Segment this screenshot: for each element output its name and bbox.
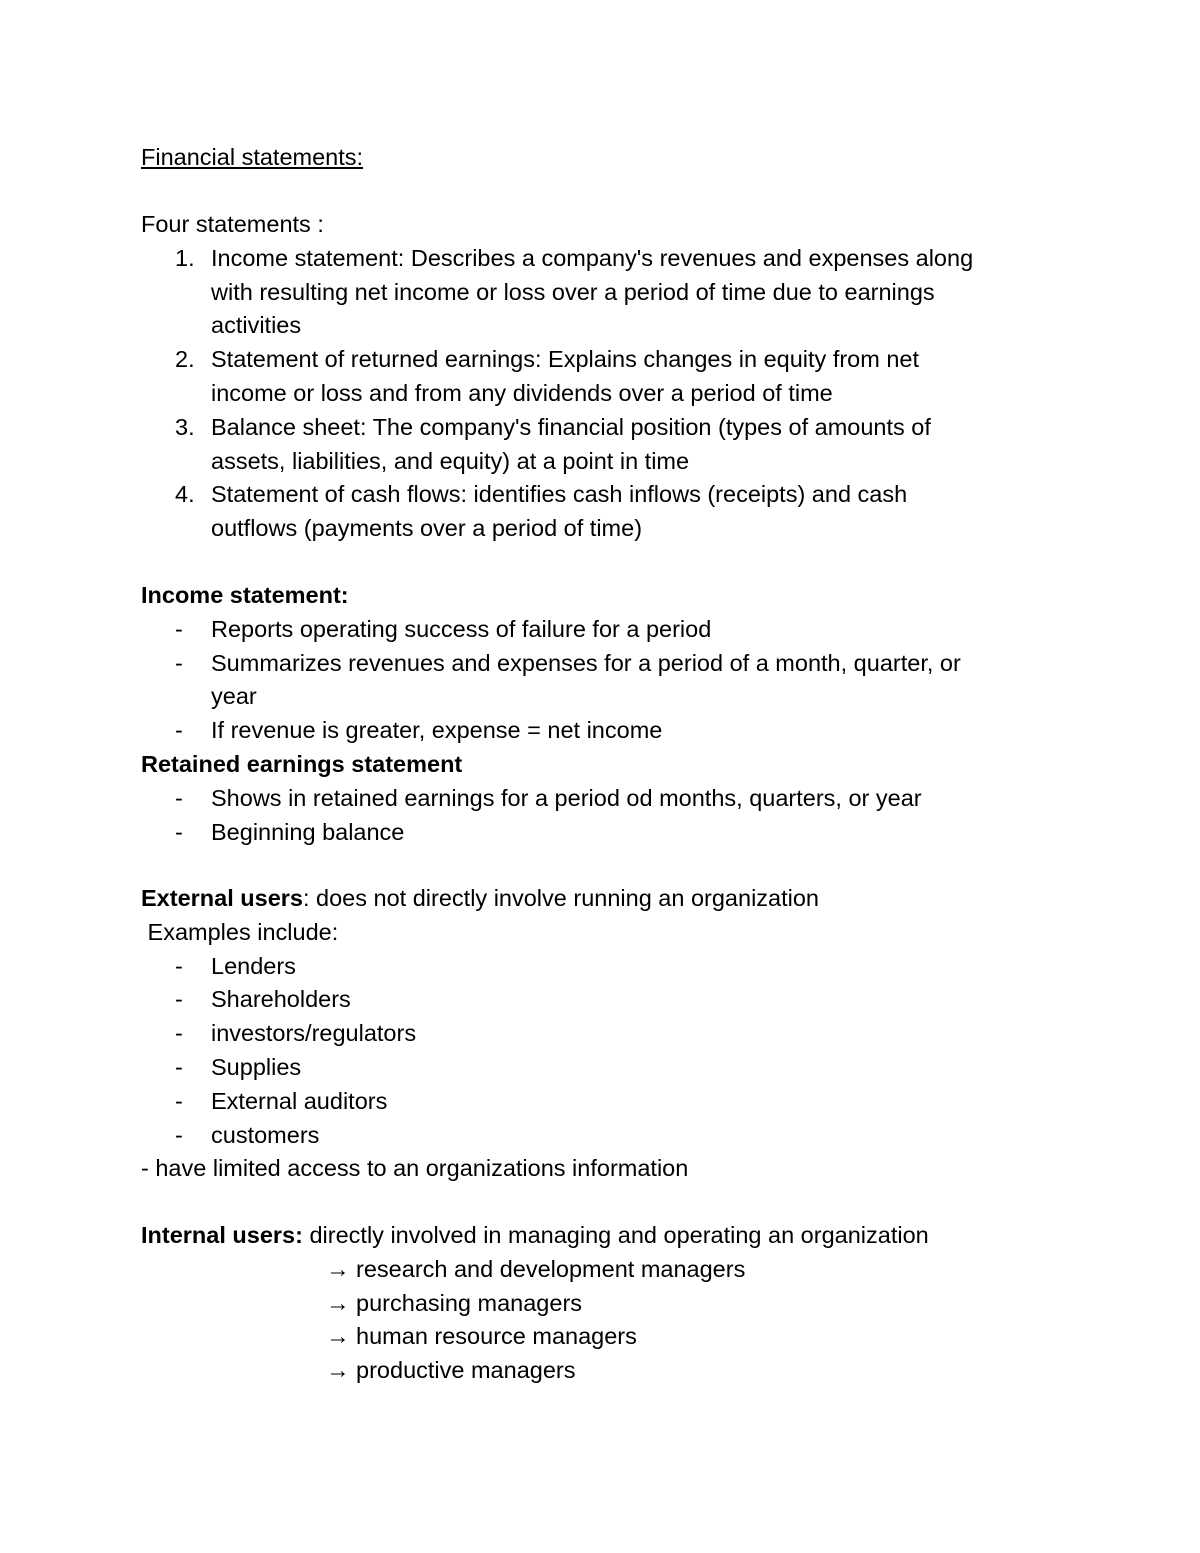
four-statements-section — [141, 208, 1061, 546]
external-users-line — [141, 882, 1061, 916]
bullet-dash: - — [175, 615, 183, 642]
bullet-dash: - — [175, 717, 183, 744]
internal-users-section — [141, 1219, 1061, 1388]
bullet-text: investors/regulators — [211, 1020, 417, 1047]
internal-user-item: → human resource managers — [326, 1323, 637, 1350]
bullet-dash: - — [175, 986, 183, 1013]
internal-user-item: → purchasing managers — [326, 1289, 583, 1316]
bullet-text: customers — [211, 1121, 320, 1148]
bullet-dash: - — [175, 1121, 183, 1148]
bullet-item — [141, 983, 1061, 1017]
numbered-item-3 — [141, 411, 1061, 479]
bullet-item — [141, 782, 1061, 816]
external-users-note: - have limited access to an organizations information — [141, 1155, 689, 1182]
external-users-section — [141, 882, 1061, 1186]
list-item-line: activities — [211, 312, 302, 339]
bullet-item — [141, 714, 1061, 748]
bullet-dash: - — [175, 649, 183, 676]
bullet-item — [141, 1085, 1061, 1119]
income-statement-section — [141, 579, 1061, 849]
bullet-text: If revenue is greater, expense = net income — [211, 717, 663, 744]
list-number: 4. — [175, 481, 195, 508]
list-item-line: Balance sheet: The company's financial position (types of amounts of — [211, 413, 931, 440]
list-item-line: assets, liabilities, and equity) at a point in time — [211, 447, 690, 474]
list-item-line: Statement of returned earnings: Explains changes in equity from net — [211, 346, 920, 373]
bullet-text: Lenders — [211, 952, 296, 979]
bullet-item — [141, 950, 1061, 984]
document-title-block — [141, 141, 1061, 175]
list-number: 1. — [175, 244, 195, 271]
bullet-item — [141, 1119, 1061, 1153]
bullet-text: Reports operating success of failure for a period — [211, 615, 712, 642]
bullet-text: Supplies — [211, 1053, 302, 1080]
bullet-dash: - — [175, 1053, 183, 1080]
bullet-item — [141, 816, 1061, 850]
examples-label: Examples include: — [141, 918, 339, 945]
bullet-item — [141, 1017, 1061, 1051]
four-statements-heading: Four statements : — [141, 211, 324, 237]
bullet-text: year — [211, 683, 257, 710]
bullet-text: Shows in retained earnings for a period od months, quarters, or year — [211, 784, 922, 811]
list-item-line: Statement of cash flows: identifies cash inflows (receipts) and cash — [211, 481, 908, 508]
internal-user-item: → research and development managers — [326, 1255, 746, 1282]
internal-users-description: directly involved in managing and operating an organization — [302, 1222, 929, 1248]
list-number: 3. — [175, 413, 195, 440]
bullet-dash: - — [175, 952, 183, 979]
external-users-description: : does not directly involve running an organization — [302, 885, 819, 911]
numbered-item-4 — [141, 478, 1061, 546]
bullet-text: Beginning balance — [211, 818, 405, 845]
list-item-line: Income statement: Describes a company's revenues and expenses along — [211, 244, 974, 271]
retained-earnings-heading: Retained earnings statement — [141, 750, 463, 777]
numbered-item-1 — [141, 242, 1061, 343]
bullet-text: Shareholders — [211, 986, 351, 1013]
internal-users-line — [141, 1219, 1061, 1253]
bullet-text: Summarizes revenues and expenses for a period of a month, quarter, or — [211, 649, 961, 676]
bullet-item — [141, 1051, 1061, 1085]
bullet-dash: - — [175, 818, 183, 845]
list-item-line: with resulting net income or loss over a period of time due to earnings — [211, 278, 935, 305]
bullet-dash: - — [175, 1020, 183, 1047]
external-users-label: External users — [141, 885, 303, 911]
numbered-item-2 — [141, 343, 1061, 411]
bullet-text: External auditors — [211, 1087, 388, 1114]
bullet-dash: - — [175, 1087, 183, 1114]
internal-users-label: Internal users: — [141, 1222, 303, 1248]
bullet-item — [141, 647, 1061, 715]
list-number: 2. — [175, 346, 195, 373]
page-title: Financial statements: — [141, 144, 364, 170]
bullet-dash: - — [175, 784, 183, 811]
list-item-line: income or loss and from any dividends over a period of time — [211, 379, 833, 406]
bullet-item — [141, 613, 1061, 647]
income-statement-heading: Income statement: — [141, 582, 349, 608]
internal-user-item: → productive managers — [326, 1357, 576, 1384]
list-item-line: outflows (payments over a period of time) — [211, 515, 643, 542]
